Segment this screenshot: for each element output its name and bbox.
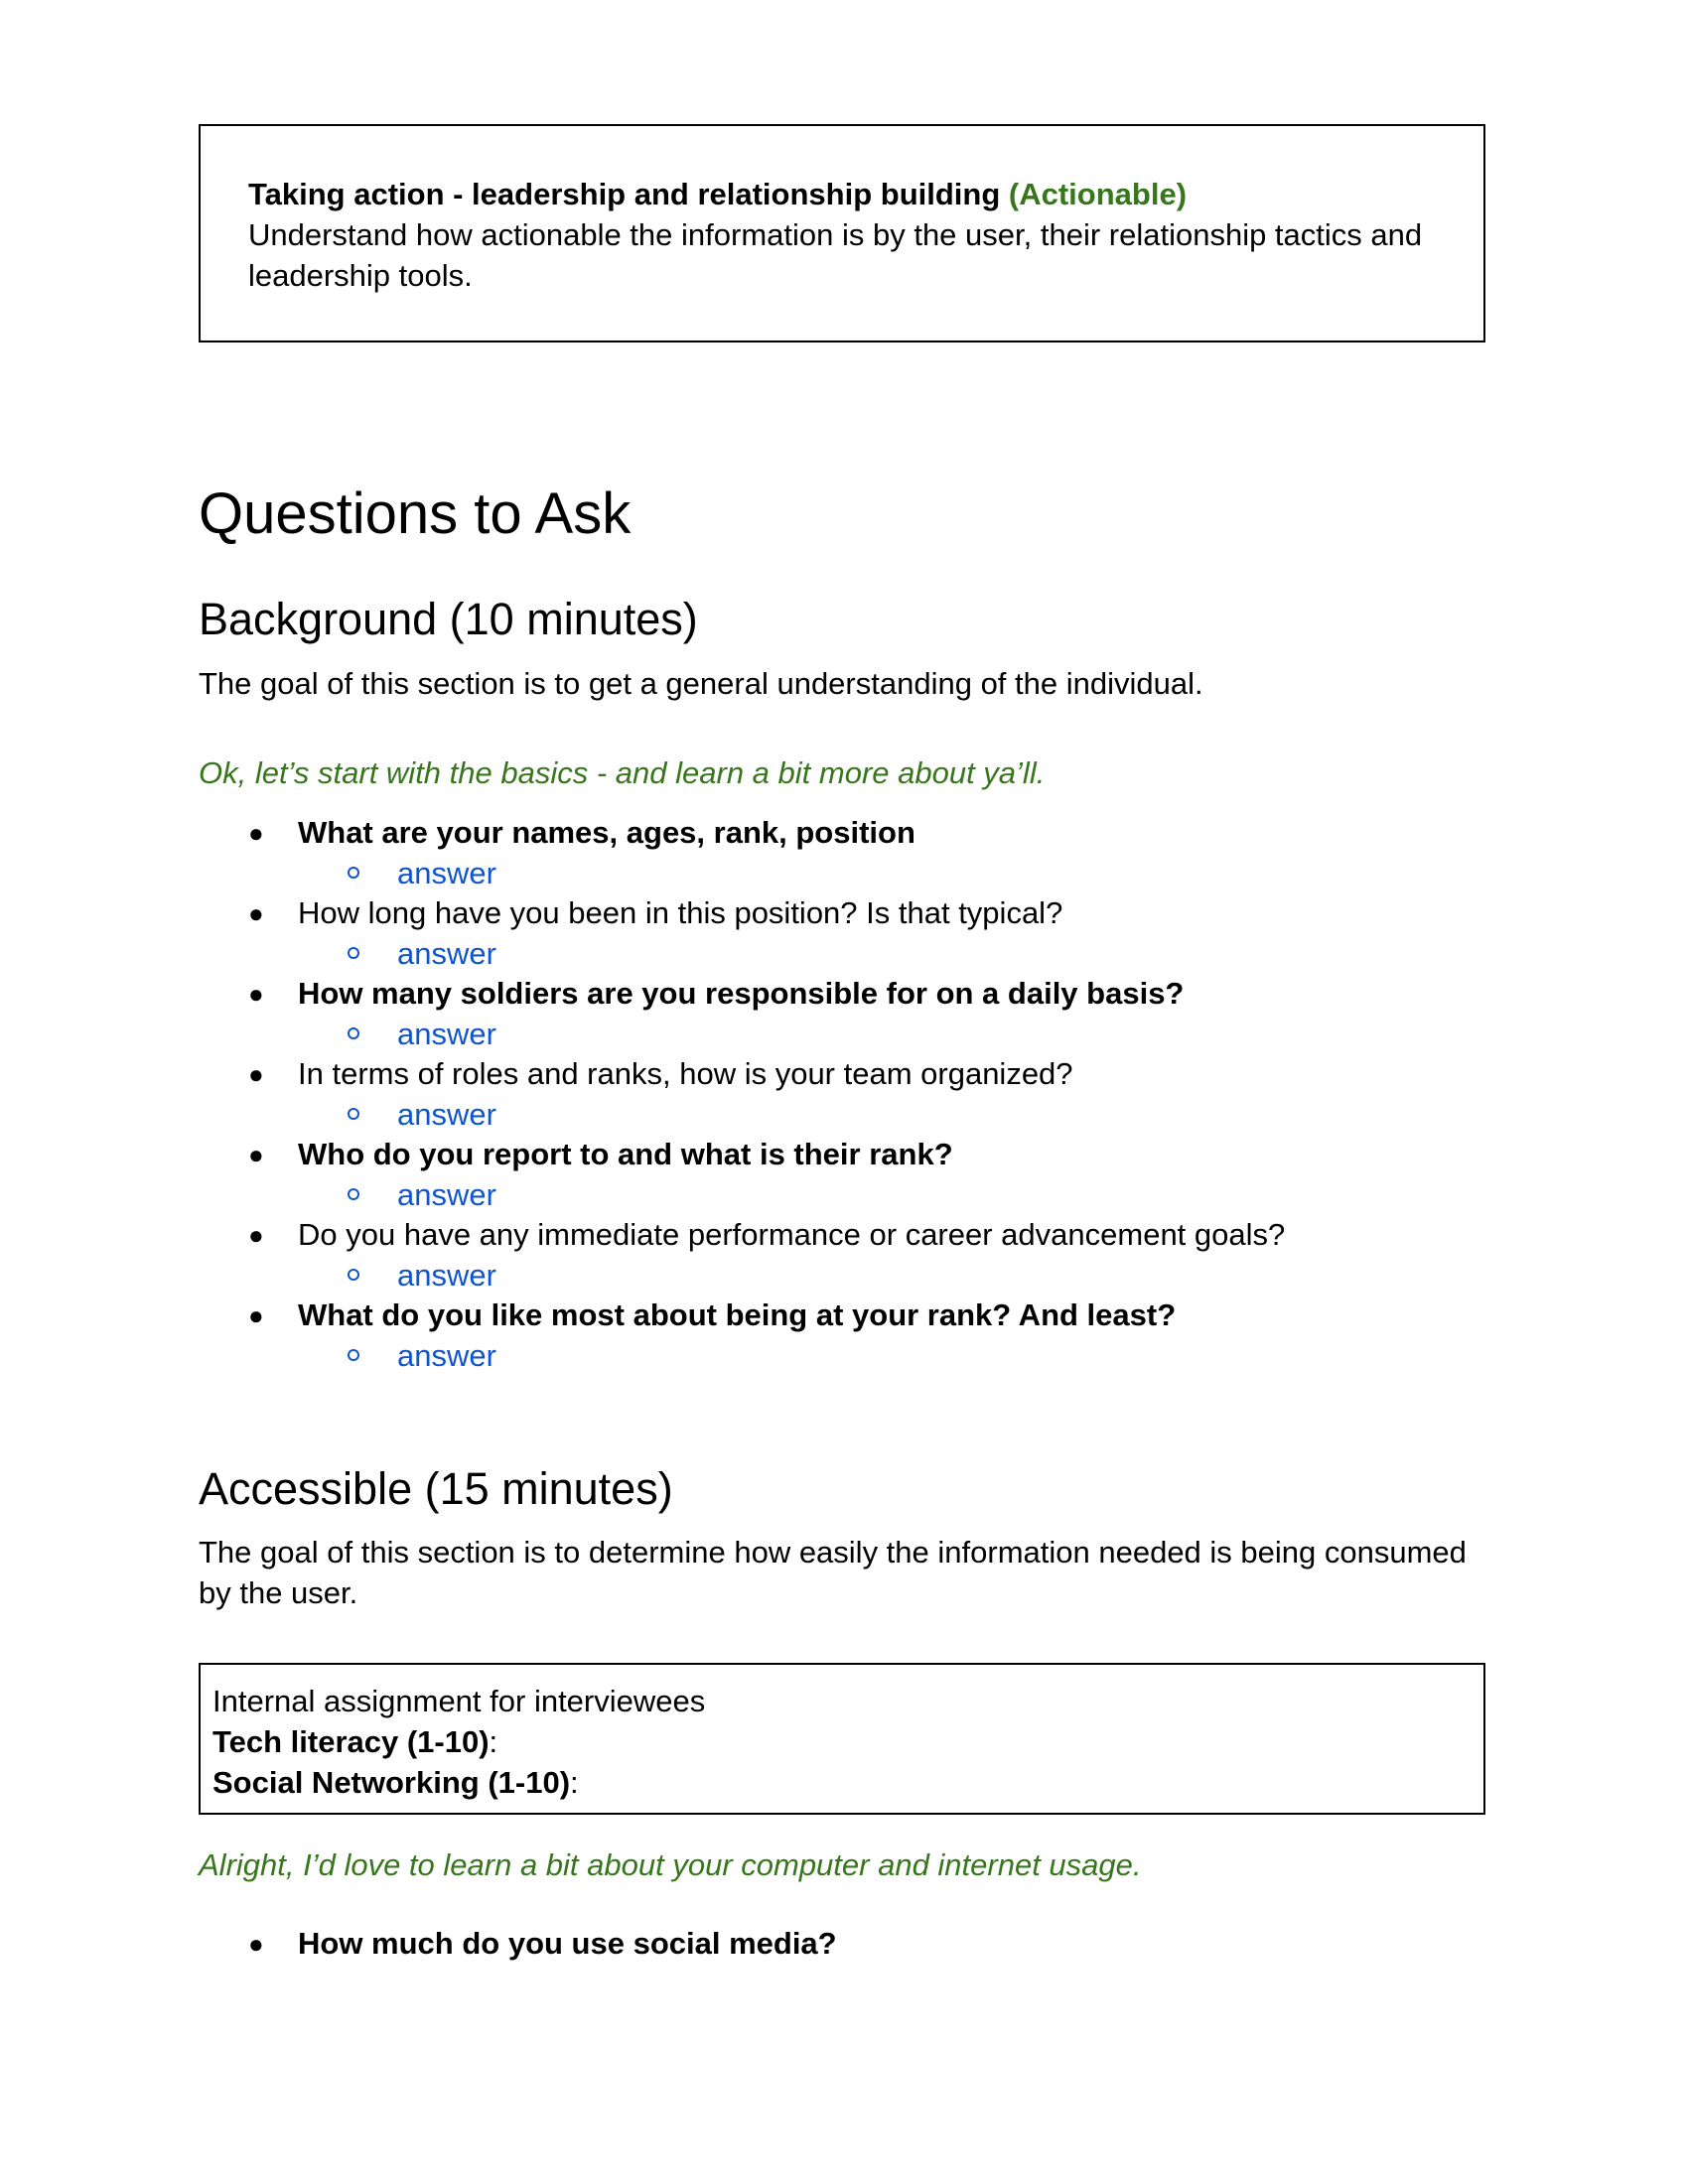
accessible-question-list — [199, 1924, 837, 1964]
actionable-callout-box — [199, 124, 1485, 342]
social-networking-row — [212, 1762, 1472, 1803]
list-item — [199, 1054, 1285, 1094]
answer-placeholder[interactable]: answer — [397, 1017, 496, 1051]
list-item[interactable] — [199, 1094, 1285, 1135]
list-item[interactable] — [199, 1335, 1285, 1376]
assignment-title: Internal assignment for interviewees — [212, 1684, 706, 1718]
assignment-box — [199, 1663, 1485, 1815]
accessible-goal: The goal of this section is to determine how easily the information needed is being consumed by the user. — [199, 1535, 1467, 1610]
bullet-icon: ● — [248, 1059, 264, 1089]
bullet-icon: ● — [248, 1140, 264, 1169]
hollow-bullet-icon — [348, 1027, 359, 1039]
answer-placeholder[interactable]: answer — [397, 936, 496, 971]
list-item — [199, 974, 1285, 1014]
bullet-icon: ● — [248, 979, 264, 1009]
hollow-bullet-icon — [348, 867, 359, 879]
list-item[interactable] — [199, 1174, 1285, 1215]
social-networking-label: Social Networking (1-10) — [212, 1765, 571, 1800]
bullet-icon: ● — [248, 1929, 264, 1959]
list-item — [199, 893, 1285, 933]
hollow-bullet-icon — [348, 1188, 359, 1200]
question-text: What do you like most about being at your rank? And least? — [298, 1297, 1177, 1332]
answer-placeholder[interactable]: answer — [397, 1258, 496, 1293]
list-item — [199, 1296, 1285, 1335]
bullet-icon: ● — [248, 1220, 264, 1250]
tech-literacy-label: Tech literacy (1-10) — [212, 1724, 490, 1759]
question-text: Who do you report to and what is their rank? — [298, 1137, 953, 1171]
question-text: Do you have any immediate performance or career advancement goals? — [298, 1217, 1286, 1252]
background-goal: The goal of this section is to get a general understanding of the individual. — [199, 666, 1203, 701]
callout-title: Taking action - leadership and relationship building — [248, 177, 1001, 211]
background-question-list — [199, 813, 1285, 1376]
bullet-icon: ● — [248, 818, 264, 848]
callout-description: Understand how actionable the information is by the user, their relationship tactics and leadership tools. — [248, 217, 1423, 293]
bullet-icon: ● — [248, 1300, 264, 1330]
callout-heading — [248, 174, 1436, 214]
page-title: Questions to Ask — [199, 481, 632, 546]
list-item[interactable] — [199, 853, 1285, 893]
background-heading: Background (10 minutes) — [199, 594, 698, 644]
list-item[interactable] — [199, 933, 1285, 974]
tech-literacy-row — [212, 1721, 1472, 1762]
list-item[interactable] — [199, 1014, 1285, 1054]
bullet-icon: ● — [248, 898, 264, 928]
background-prompt: Ok, let’s start with the basics - and learn a bit more about ya’ll. — [199, 755, 1046, 790]
list-item — [199, 1135, 1285, 1174]
accessible-heading: Accessible (15 minutes) — [199, 1463, 673, 1514]
list-item — [199, 813, 1285, 853]
question-text: How long have you been in this position? Is that typical? — [298, 895, 1063, 930]
answer-placeholder[interactable]: answer — [397, 1097, 496, 1132]
answer-placeholder[interactable]: answer — [397, 856, 496, 890]
hollow-bullet-icon — [348, 1269, 359, 1281]
callout-tag: (Actionable) — [1008, 177, 1188, 211]
question-text: What are your names, ages, rank, position — [298, 815, 915, 850]
list-item — [199, 1924, 837, 1964]
hollow-bullet-icon — [348, 1108, 359, 1120]
question-text: In terms of roles and ranks, how is your team organized? — [298, 1056, 1073, 1091]
tech-literacy-colon: : — [489, 1724, 498, 1759]
list-item[interactable] — [199, 1255, 1285, 1296]
hollow-bullet-icon — [348, 1349, 359, 1361]
list-item — [199, 1215, 1285, 1255]
answer-placeholder[interactable]: answer — [397, 1338, 496, 1373]
question-text: How many soldiers are you responsible for on a daily basis? — [298, 976, 1185, 1011]
question-text: How much do you use social media? — [298, 1926, 837, 1961]
hollow-bullet-icon — [348, 947, 359, 959]
answer-placeholder[interactable]: answer — [397, 1177, 496, 1212]
social-networking-colon: : — [570, 1765, 579, 1800]
accessible-prompt: Alright, I’d love to learn a bit about your computer and internet usage. — [199, 1847, 1142, 1882]
